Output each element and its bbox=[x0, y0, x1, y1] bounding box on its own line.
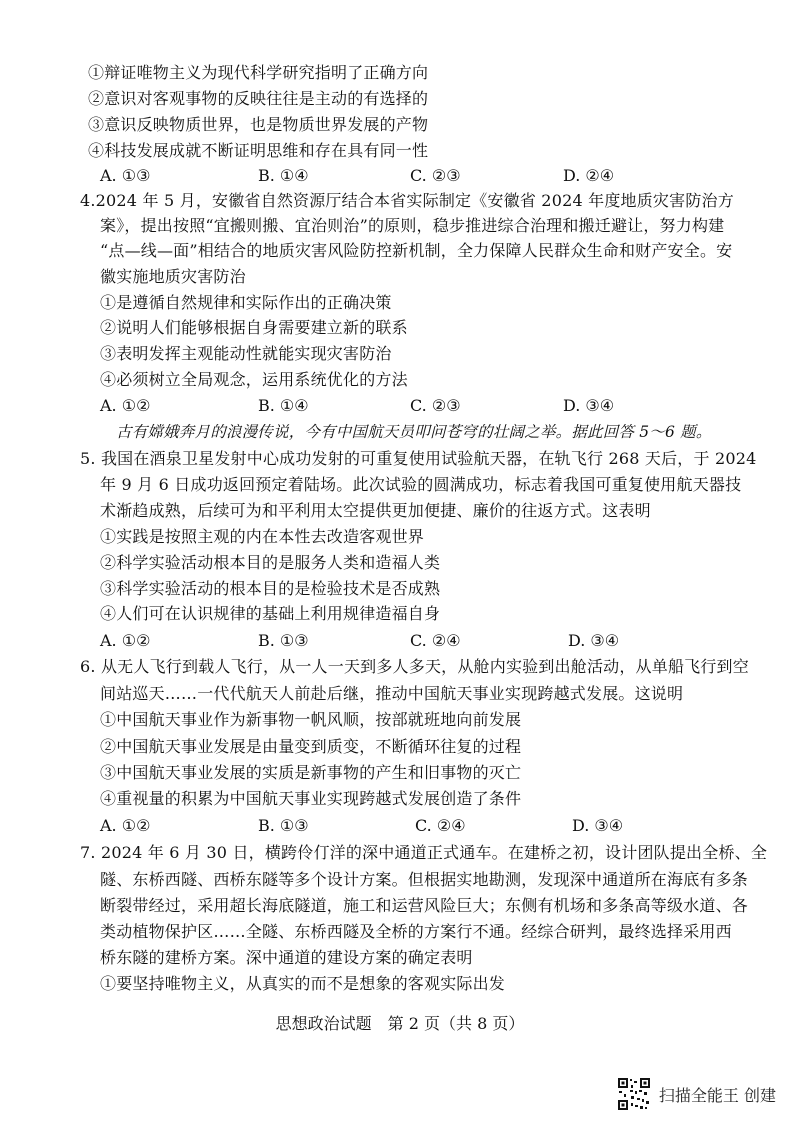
q3-option-d: D. ②④ bbox=[563, 166, 615, 185]
q5-option-d: D. ③④ bbox=[568, 631, 620, 650]
q5-statement-1: ①实践是按照主观的内在本性去改造客观世界 bbox=[100, 527, 425, 546]
q3-statement-2: ②意识对客观事物的反映往往是主动的有选择的 bbox=[88, 89, 429, 108]
q3-option-a: A. ①③ bbox=[100, 166, 151, 185]
q6-option-c: C. ②④ bbox=[415, 816, 466, 835]
brand-label: 扫描全能王 创建 bbox=[658, 1085, 776, 1105]
q6-option-d: D. ③④ bbox=[572, 816, 624, 835]
q7-stem-line-2: 隧、东桥西隧、西桥东隧等多个设计方案。但根据实地勘测，发现深中通道所在海底有多条 bbox=[100, 870, 749, 889]
q5-statement-3: ③科学实验活动的根本目的是检验技术是否成熟 bbox=[100, 579, 441, 598]
q4-statement-1: ①是遵循自然规律和实际作出的正确决策 bbox=[100, 293, 392, 312]
q4-statement-2: ②说明人们能够根据自身需要建立新的联系 bbox=[100, 318, 408, 337]
q4-option-c: C. ②③ bbox=[410, 396, 461, 415]
q3-statement-1: ①辩证唯物主义为现代科学研究指明了正确方向 bbox=[88, 63, 429, 82]
qr-code-icon bbox=[617, 1077, 651, 1111]
q7-statement-1: ①要坚持唯物主义，从真实的而不是想象的客观实际出发 bbox=[100, 974, 506, 993]
q4-statement-4: ④必须树立全局观念，运用系统优化的方法 bbox=[100, 370, 408, 389]
q3-option-b: B. ①④ bbox=[258, 166, 309, 185]
q3-options bbox=[0, 166, 800, 186]
q6-statement-2: ②中国航天事业发展是由量变到质变，不断循环往复的过程 bbox=[100, 737, 522, 756]
q6-statement-1: ①中国航天事业作为新事物一帆风顺，按部就班地向前发展 bbox=[100, 710, 522, 729]
q4-stem-line-3: “点—线—面”相结合的地质灾害风险防控新机制，全力保障人民群众生命和财产安全。安 bbox=[100, 241, 733, 260]
q5-stem-line-1: 5. 我国在酒泉卫星发射中心成功发射的可重复使用试验航天器，在轨飞行 268 天后，于 2024 bbox=[80, 449, 757, 468]
q4-stem-line-1: 4.2024 年 5 月，安徽省自然资源厅结合本省实际制定《安徽省 2024 年度地质灾害防治方 bbox=[80, 191, 734, 210]
q3-statement-4: ④科技发展成就不断证明思维和存在具有同一性 bbox=[88, 141, 429, 160]
page-footer: 思想政治试题 第 2 页（共 8 页） bbox=[275, 1014, 525, 1033]
q5-option-a: A. ①② bbox=[100, 631, 151, 650]
q4-stem-line-4: 徽实施地质灾害防治 bbox=[100, 267, 246, 286]
q7-stem-line-4: 类动植物保护区……全隧、东桥西隧及全桥的方案行不通。经综合研判，最终选择采用西 bbox=[100, 922, 732, 941]
q4-option-b: B. ①④ bbox=[258, 396, 309, 415]
q5-option-b: B. ①③ bbox=[258, 631, 309, 650]
q4-option-a: A. ①② bbox=[100, 396, 151, 415]
q4-statement-3: ③表明发挥主观能动性就能实现灾害防治 bbox=[100, 344, 392, 363]
q5-option-c: C. ②④ bbox=[410, 631, 461, 650]
q5-stem-line-3: 术渐趋成熟，后续可为和平利用太空提供更加便捷、廉价的往返方式。这表明 bbox=[100, 501, 651, 520]
q6-option-b: B. ①③ bbox=[258, 816, 309, 835]
q5-options bbox=[0, 631, 800, 651]
q3-statement-3: ③意识反映物质世界，也是物质世界发展的产物 bbox=[88, 115, 429, 134]
q3-option-c: C. ②③ bbox=[410, 166, 461, 185]
q7-stem-line-1: 7. 2024 年 6 月 30 日，横跨伶仃洋的深中通道正式通车。在建桥之初，设计团队提出全桥、全 bbox=[80, 843, 768, 862]
q6-option-a: A. ①② bbox=[100, 816, 151, 835]
q7-stem-line-5: 桥东隧的建桥方案。深中通道的建设方案的确定表明 bbox=[100, 948, 473, 967]
q4-stem-line-2: 案》，提出按照“宜搬则搬、宜治则治”的原则，稳步推进综合治理和搬迁避让，努力构建 bbox=[100, 216, 725, 235]
q6-statement-3: ③中国航天事业发展的实质是新事物的产生和旧事物的灭亡 bbox=[100, 763, 522, 782]
q5-stem-line-2: 年 9 月 6 日成功返回预定着陆场。此次试验的圆满成功，标志着我国可重复使用航天器技 bbox=[100, 475, 742, 494]
q6-stem-line-1: 6. 从无人飞行到载人飞行，从一人一天到多人多天，从舱内实验到出舱活动，从单船飞行到空 bbox=[80, 657, 749, 676]
q5-statement-2: ②科学实验活动根本目的是服务人类和造福人类 bbox=[100, 553, 441, 572]
q7-stem-line-3: 断裂带经过，采用超长海底隧道，施工和运营风险巨大；东侧有机场和多条高等级水道、各 bbox=[100, 896, 749, 915]
q4-option-d: D. ③④ bbox=[563, 396, 615, 415]
q4-options bbox=[0, 396, 800, 416]
section-intro: 古有嫦娥奔月的浪漫传说，今有中国航天员叩问苍穹的壮阔之举。据此回答 5～6 题。 bbox=[116, 423, 712, 441]
q6-stem-line-2: 间站巡天……一代代航天人前赴后继，推动中国航天事业实现跨越式发展。这说明 bbox=[100, 684, 684, 703]
q6-statement-4: ④重视量的积累为中国航天事业实现跨越式发展创造了条件 bbox=[100, 789, 522, 808]
q6-options bbox=[0, 816, 800, 836]
q5-statement-4: ④人们可在认识规律的基础上利用规律造福自身 bbox=[100, 604, 441, 623]
scanner-watermark bbox=[617, 1076, 776, 1112]
